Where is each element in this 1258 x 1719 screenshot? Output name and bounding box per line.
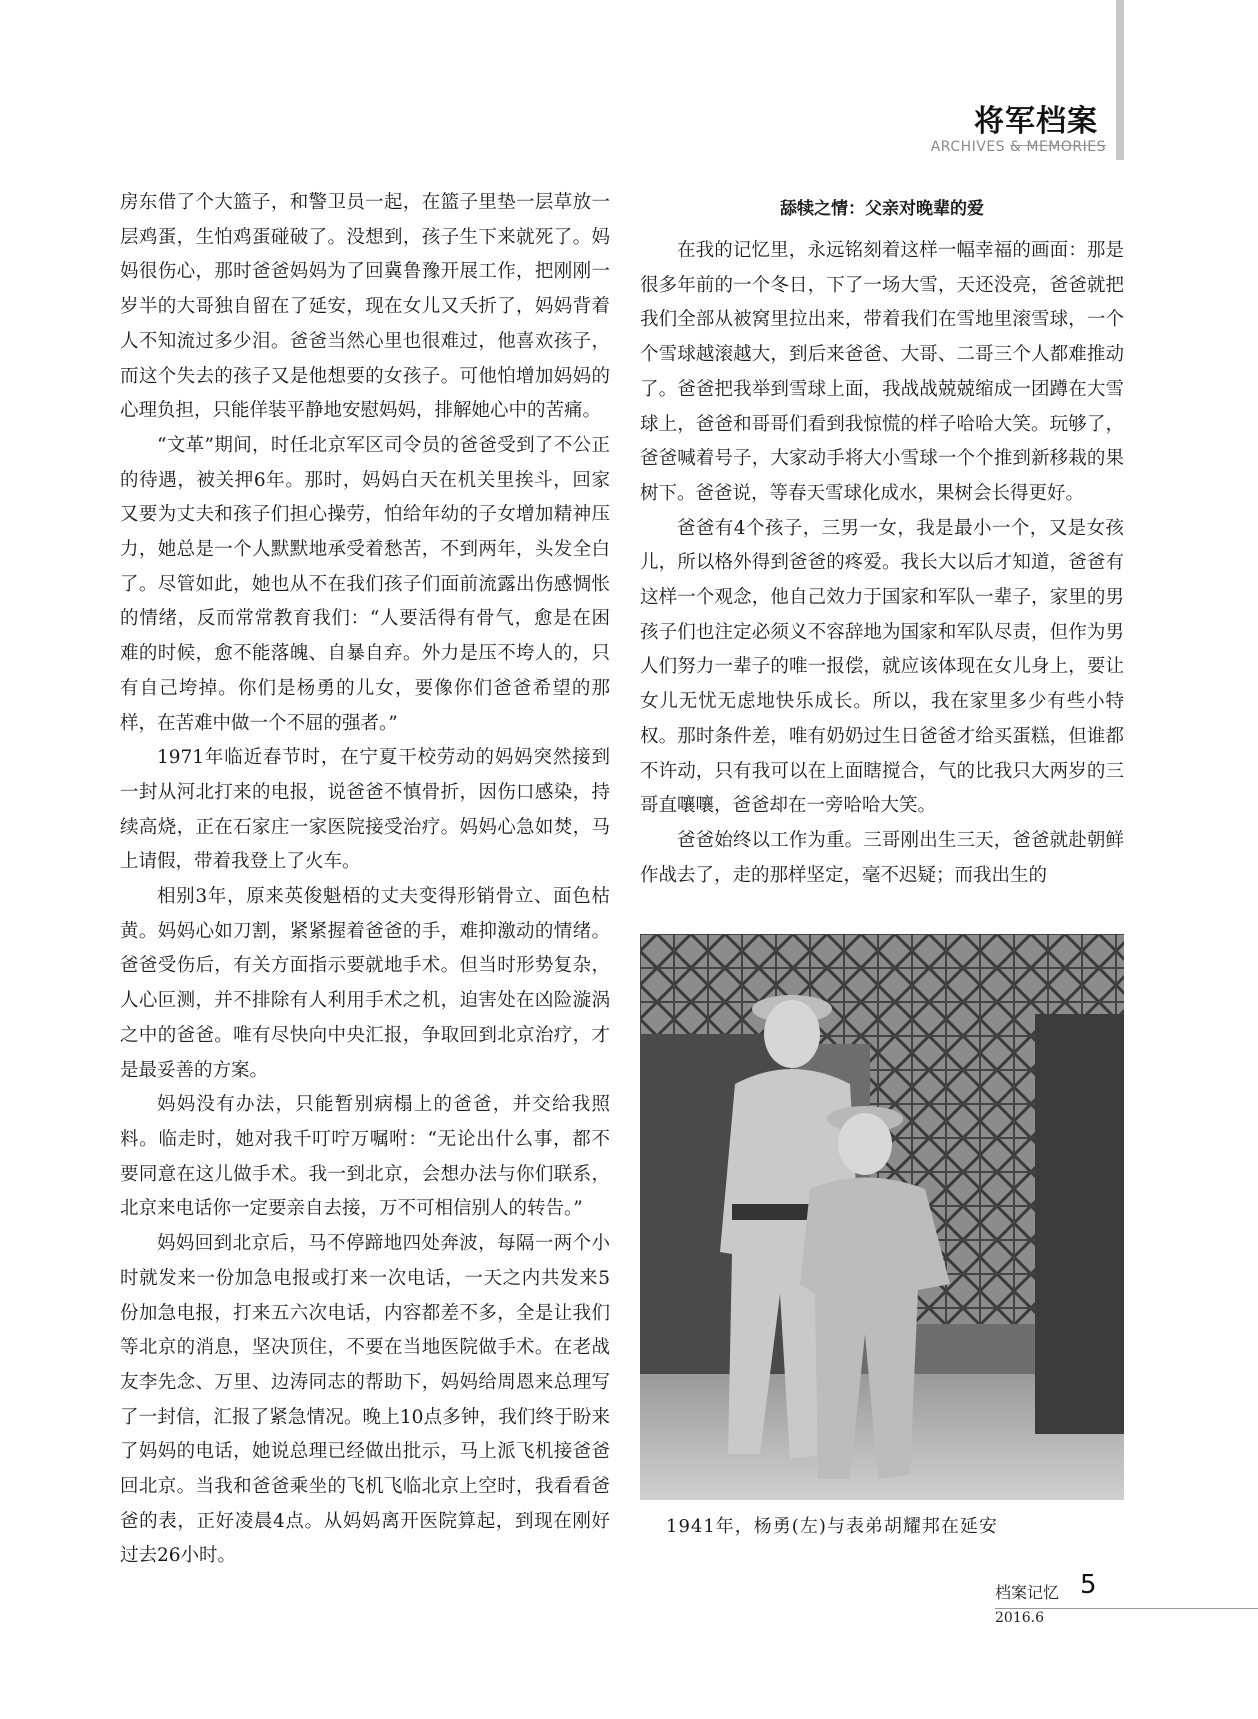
photo-caption: 1941年，杨勇(左)与表弟胡耀邦在延安 (666, 1516, 998, 1537)
left-text-column (120, 186, 610, 1574)
right-text-column (640, 186, 1124, 893)
section-header-subtitle: ARCHIVES & MEMORIES (930, 139, 1106, 155)
paragraph: 妈妈回到北京后，马不停蹄地四处奔波，每隔一两个小时就发来一份加急电报或打来一次电话，一天之内共发来5份加急电报，打来五六次电话，内容都差不多，全是让我们等北京的消息，坚决顶住，不要在当地医院做手术。在老战友李先念、万里、边涛同志的帮助下，妈妈给周恩来总理写了一封信，汇报了紧急情况。晚上10点多钟，我们终于盼来了妈妈的电话，她说总理已经做出批示，马上派飞机接爸爸回北京。当我和爸爸乘坐的飞机飞临北京上空时，我看看爸爸的表，正好凌晨4点。从妈妈离开医院算起，到现在刚好过去26小时。 (120, 1233, 610, 1567)
historical-photo (640, 934, 1124, 1500)
page-number: 5 (1080, 1570, 1097, 1600)
paragraph: “文革”期间，时任北京军区司令员的爸爸受到了不公正的待遇，被关押6年。那时，妈妈白天在机关里挨斗，回家又要为丈夫和孩子们担心操劳，怕给年幼的子女增加精神压力，她总是一个人默默地承受着愁苦，不到两年，头发全白了。尽管如此，她也从不在我们孩子们面前流露出伤感惆怅的情绪，反而常常教育我们：“人要活得有骨气，愈是在困难的时候，愈不能落魄、自暴自弃。外力是压不垮人的，只有自己垮掉。你们是杨勇的儿女，要像你们爸爸希望的那样，在苦难中做一个不屈的强者。” (120, 434, 610, 734)
decorative-side-bar (1116, 0, 1124, 160)
footer-divider (995, 1608, 1258, 1609)
section-header-title: 将军档案 (974, 104, 1098, 139)
paragraph: 1971年临近春节时，在宁夏干校劳动的妈妈突然接到一封从河北打来的电报，说爸爸不慎骨折，因伤口感染，持续高烧，正在石家庄一家医院接受治疗。妈妈心急如焚，马上请假，带着我登上了火车。 (120, 747, 610, 873)
paragraph: 房东借了个大篮子，和警卫员一起，在篮子里垫一层草放一层鸡蛋，生怕鸡蛋碰破了。没想到，孩子生下来就死了。妈妈很伤心，那时爸爸妈妈为了回冀鲁豫开展工作，把刚刚一岁半的大哥独自留在了延安，现在女儿又夭折了，妈妈背着人不知流过多少泪。爸爸当然心里也很难过，他喜欢孩子，而这个失去的孩子又是他想要的女孩子。可他怕增加妈妈的心理负担，只能佯装平静地安慰妈妈，排解她心中的苦痛。 (120, 192, 610, 422)
journal-name: 档案记忆 (995, 1583, 1060, 1602)
paragraph: 相别3年，原来英俊魁梧的丈夫变得形销骨立、面色枯黄。妈妈心如刀割，紧紧握着爸爸的手，难抑激动的情绪。爸爸受伤后，有关方面指示要就地手术。但当时形势复杂，人心叵测，并不排除有人利用手术之机，迫害处在凶险漩涡之中的爸爸。唯有尽快向中央汇报，争取回到北京治疗，才是最妥善的方案。 (120, 886, 610, 1081)
article-section-title: 舔犊之情：父亲对晚辈的爱 (780, 199, 984, 219)
paragraph: 爸爸有4个孩子，三男一女，我是最小一个，又是女孩儿，所以格外得到爸爸的疼爱。我长大以后才知道，爸爸有这样一个观念，他自己效力于国家和军队一辈子，家里的男孩子们也注定必须义不容辞地为国家和军队尽责，但作为男人们努力一辈子的唯一报偿，就应该体现在女儿身上，要让女儿无忧无虑地快乐成长。所以，我在家里多少有些小特权。那时条件差，唯有奶奶过生日爸爸才给买蛋糕，但谁都不许动，只有我可以在上面瞎搅合，气的比我只大两岁的三哥直嚷嚷，爸爸却在一旁哈哈大笑。 (640, 517, 1124, 817)
paragraph: 爸爸始终以工作为重。三哥刚出生三天，爸爸就赴朝鲜作战去了，走的那样坚定，毫不迟疑；而我出生的 (640, 829, 1124, 886)
issue-date: 2016.6 (995, 1610, 1044, 1626)
paragraph: 在我的记忆里，永远铭刻着这样一幅幸福的画面：那是很多年前的一个冬日，下了一场大雪，天还没亮，爸爸就把我们全部从被窝里拉出来，带着我们在雪地里滚雪球，一个个雪球越滚越大，到后来爸爸、大哥、二哥三个人都难推动了。爸爸把我举到雪球上面，我战战兢兢缩成一团蹲在大雪球上，爸爸和哥哥们看到我惊慌的样子哈哈大笑。玩够了，爸爸喊着号子，大家动手将大小雪球一个个推到新移栽的果树下。爸爸说，等春天雪球化成水，果树会长得更好。 (640, 240, 1124, 504)
paragraph: 妈妈没有办法，只能暂别病榻上的爸爸，并交给我照料。临走时，她对我千叮咛万嘱咐：“无论出什么事，都不要同意在这儿做手术。我一到北京，会想办法与你们联系，北京来电话你一定要亲自去接，万不可相信别人的转告。” (120, 1094, 610, 1220)
